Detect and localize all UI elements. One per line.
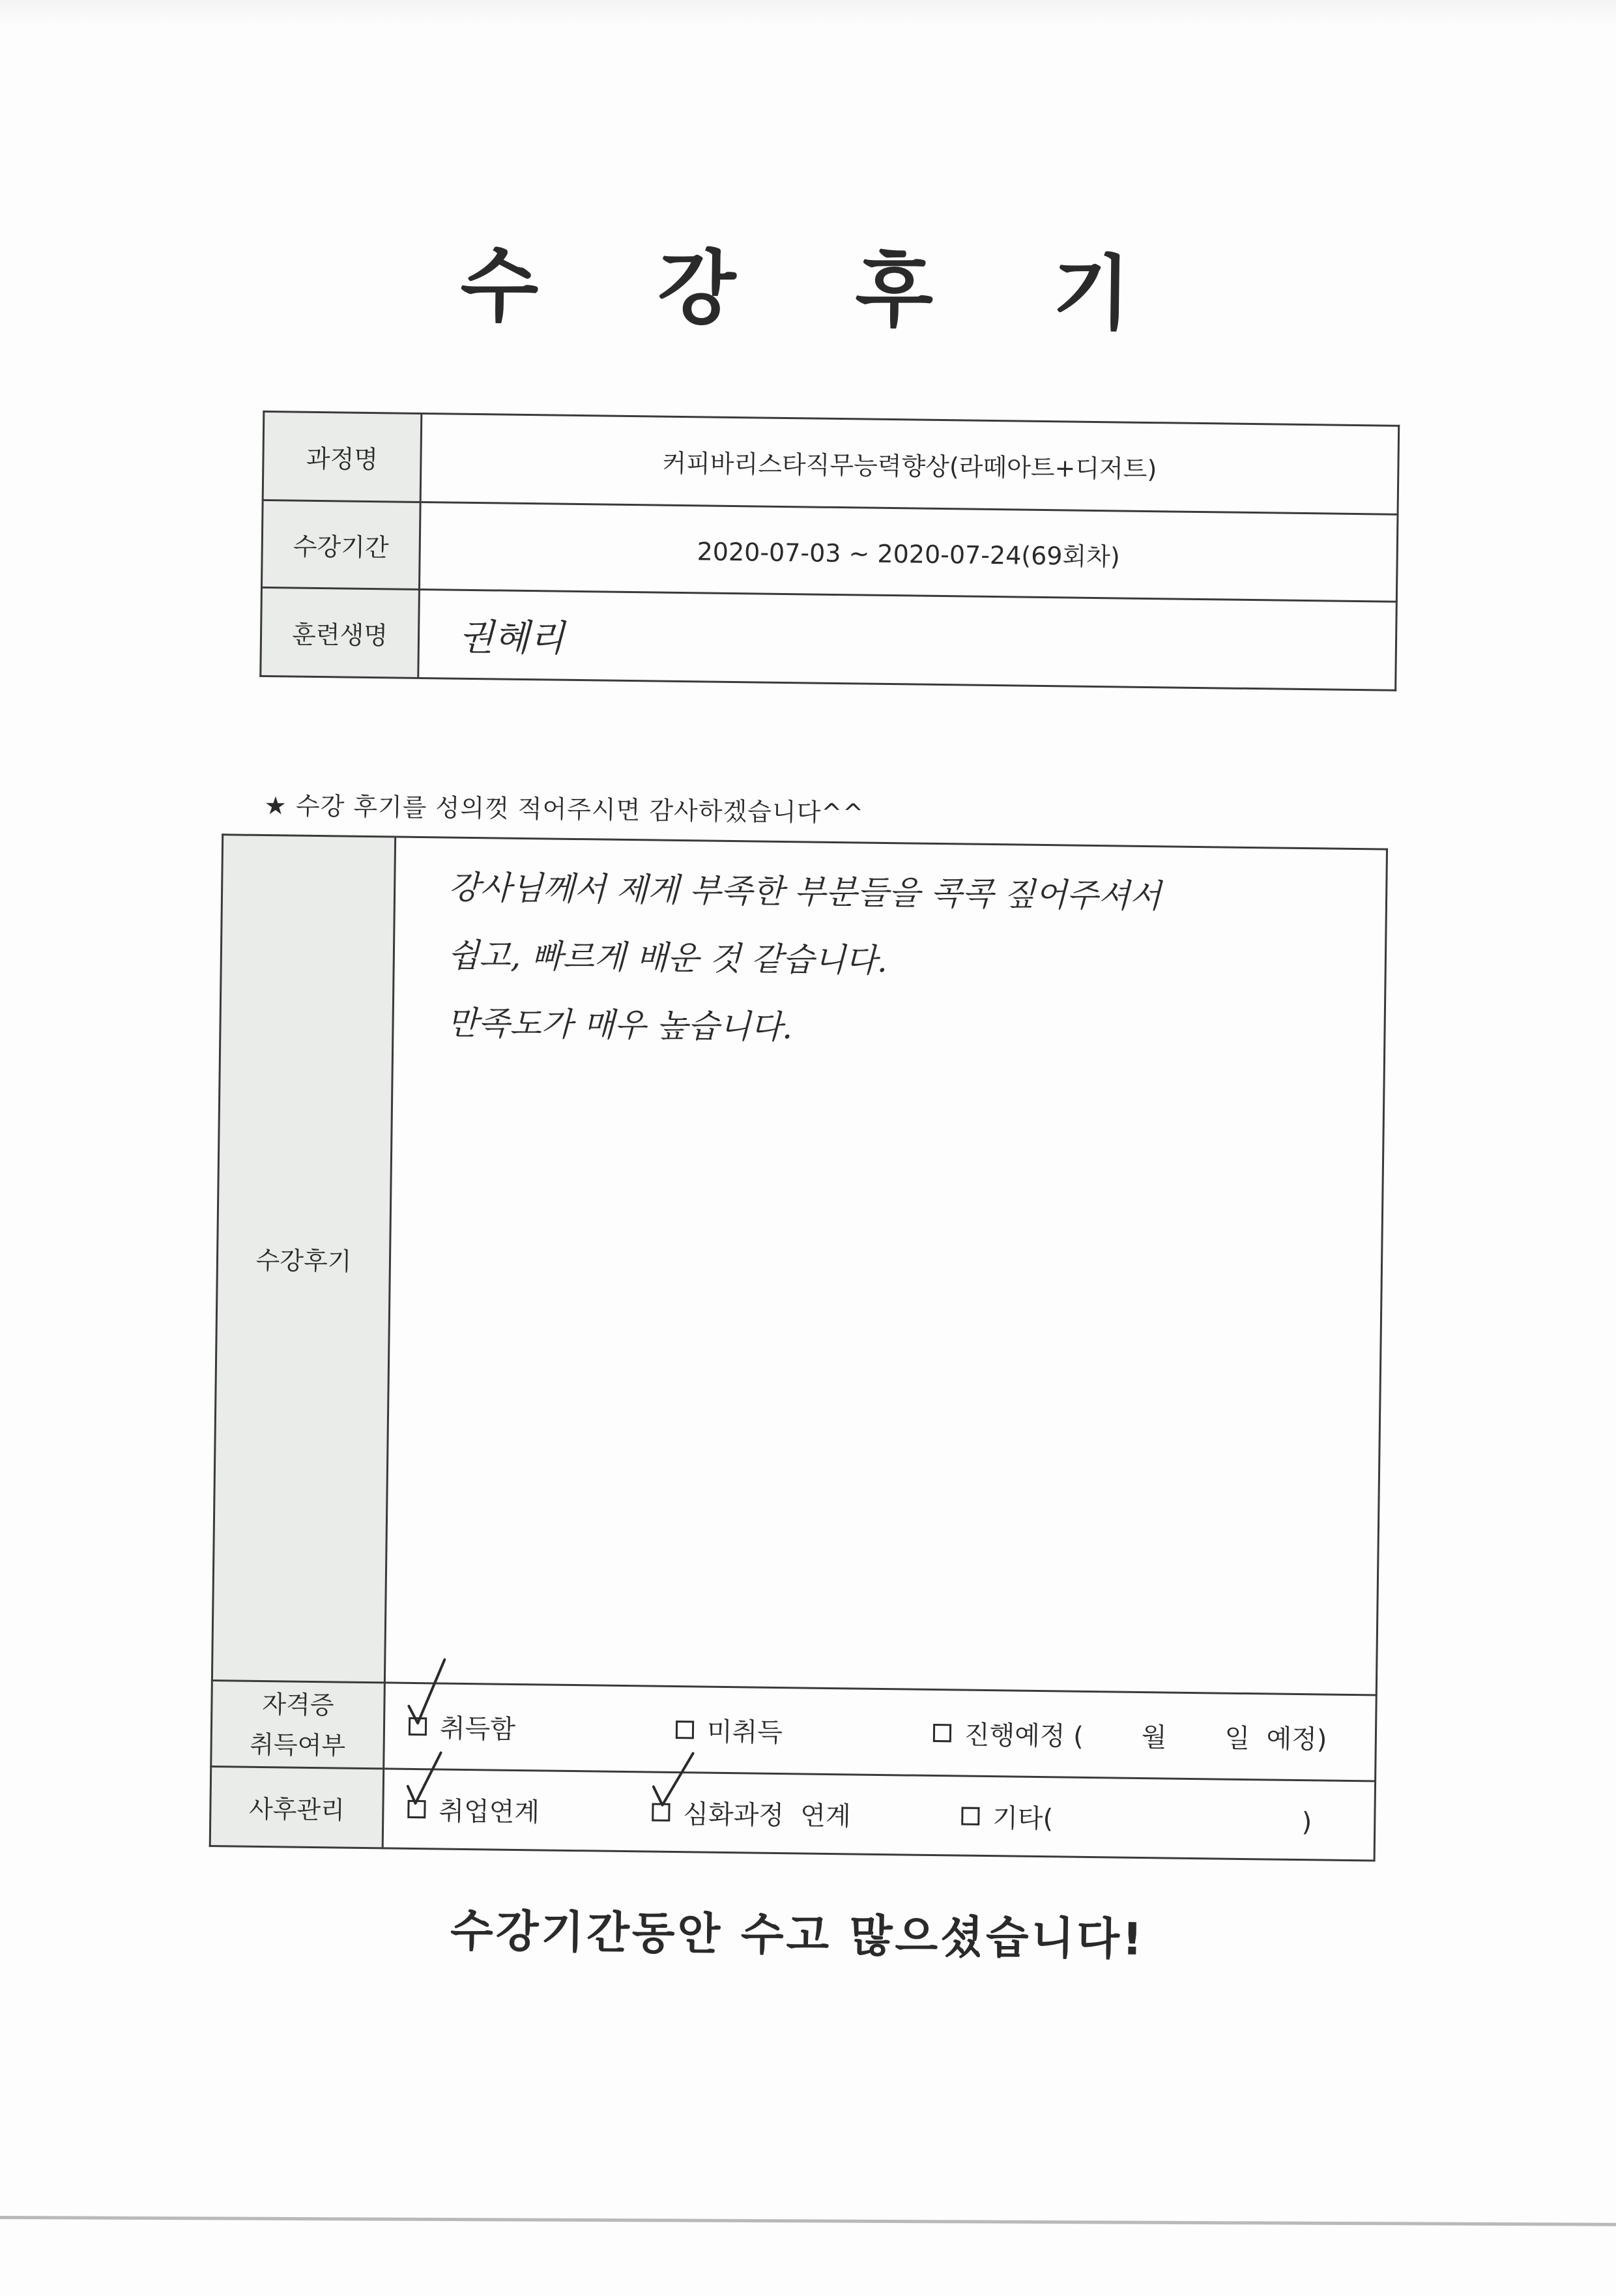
course-name-row (263, 411, 1399, 514)
not-acquired-checkbox[interactable] (676, 1721, 694, 1739)
review-handwriting (394, 839, 1385, 1069)
review-row (212, 835, 1387, 1695)
not-acquired-label: 미취득 (706, 1717, 783, 1749)
trainee-name-row (261, 587, 1397, 690)
option-advanced-course[interactable] (652, 1794, 962, 1835)
aftercare-label: 사후관리 (210, 1767, 384, 1848)
review-label: 수강후기 (212, 835, 395, 1683)
advanced-course-label: 심화과정 연계 (683, 1799, 851, 1832)
option-job-link[interactable] (407, 1790, 652, 1831)
certificate-label-line1: 자격증 (262, 1689, 334, 1719)
course-period-row (261, 500, 1398, 602)
trainee-name-handwriting: 권혜리 (458, 616, 565, 660)
aftercare-row (210, 1767, 1375, 1861)
acquired-label: 취득함 (439, 1713, 516, 1745)
handwritten-check-icon (403, 1655, 450, 1728)
other-checkbox[interactable] (961, 1807, 979, 1825)
form-title: 수 강 후 기 (459, 239, 1177, 342)
option-other[interactable] (961, 1797, 1312, 1839)
option-not-acquired[interactable] (676, 1711, 934, 1751)
in-progress-label: 진행예정 ( 월 일 예정) (964, 1720, 1327, 1755)
course-info-table (259, 411, 1400, 691)
course-name-value: 커피바리스타직무능력향상(라떼아트+디저트) (420, 413, 1399, 514)
course-period-value: 2020-07-03 ~ 2020-07-24(69회차) (419, 502, 1398, 602)
course-name-label: 과정명 (263, 411, 422, 502)
review-line: 강사님께서 제게 부족한 부분들을 콕콕 짚어주셔서 (448, 868, 1162, 916)
review-line: 만족도가 매우 높습니다. (446, 1004, 793, 1047)
option-in-progress[interactable] (933, 1714, 1327, 1756)
job-link-label: 취업연계 (439, 1796, 540, 1828)
certificate-label (211, 1681, 385, 1769)
certificate-options (384, 1683, 1377, 1781)
notice-text: ★ 수강 후기를 성의껏 적어주시면 감사하겠습니다^^ (264, 791, 865, 828)
review-line: 쉽고, 빠르게 배운 것 같습니다. (447, 936, 888, 980)
handwritten-check-icon (402, 1738, 448, 1810)
trainee-name-field[interactable] (418, 589, 1397, 690)
handwritten-check-icon (649, 1741, 695, 1814)
closing-message: 수강기간동안 수고 많으셨습니다! (450, 1905, 1146, 1966)
other-label: 기타( ) (992, 1803, 1312, 1838)
review-table (209, 834, 1388, 1861)
aftercare-options (382, 1769, 1375, 1861)
certificate-option-group (386, 1707, 1375, 1756)
certificate-row (211, 1681, 1377, 1781)
course-period-label: 수강기간 (261, 500, 420, 589)
review-text-area[interactable] (384, 837, 1387, 1695)
trainee-name-label: 훈련생명 (261, 587, 420, 678)
certificate-label-line2: 취득여부 (249, 1730, 346, 1760)
in-progress-checkbox[interactable] (933, 1723, 951, 1741)
aftercare-option-group (384, 1790, 1374, 1839)
